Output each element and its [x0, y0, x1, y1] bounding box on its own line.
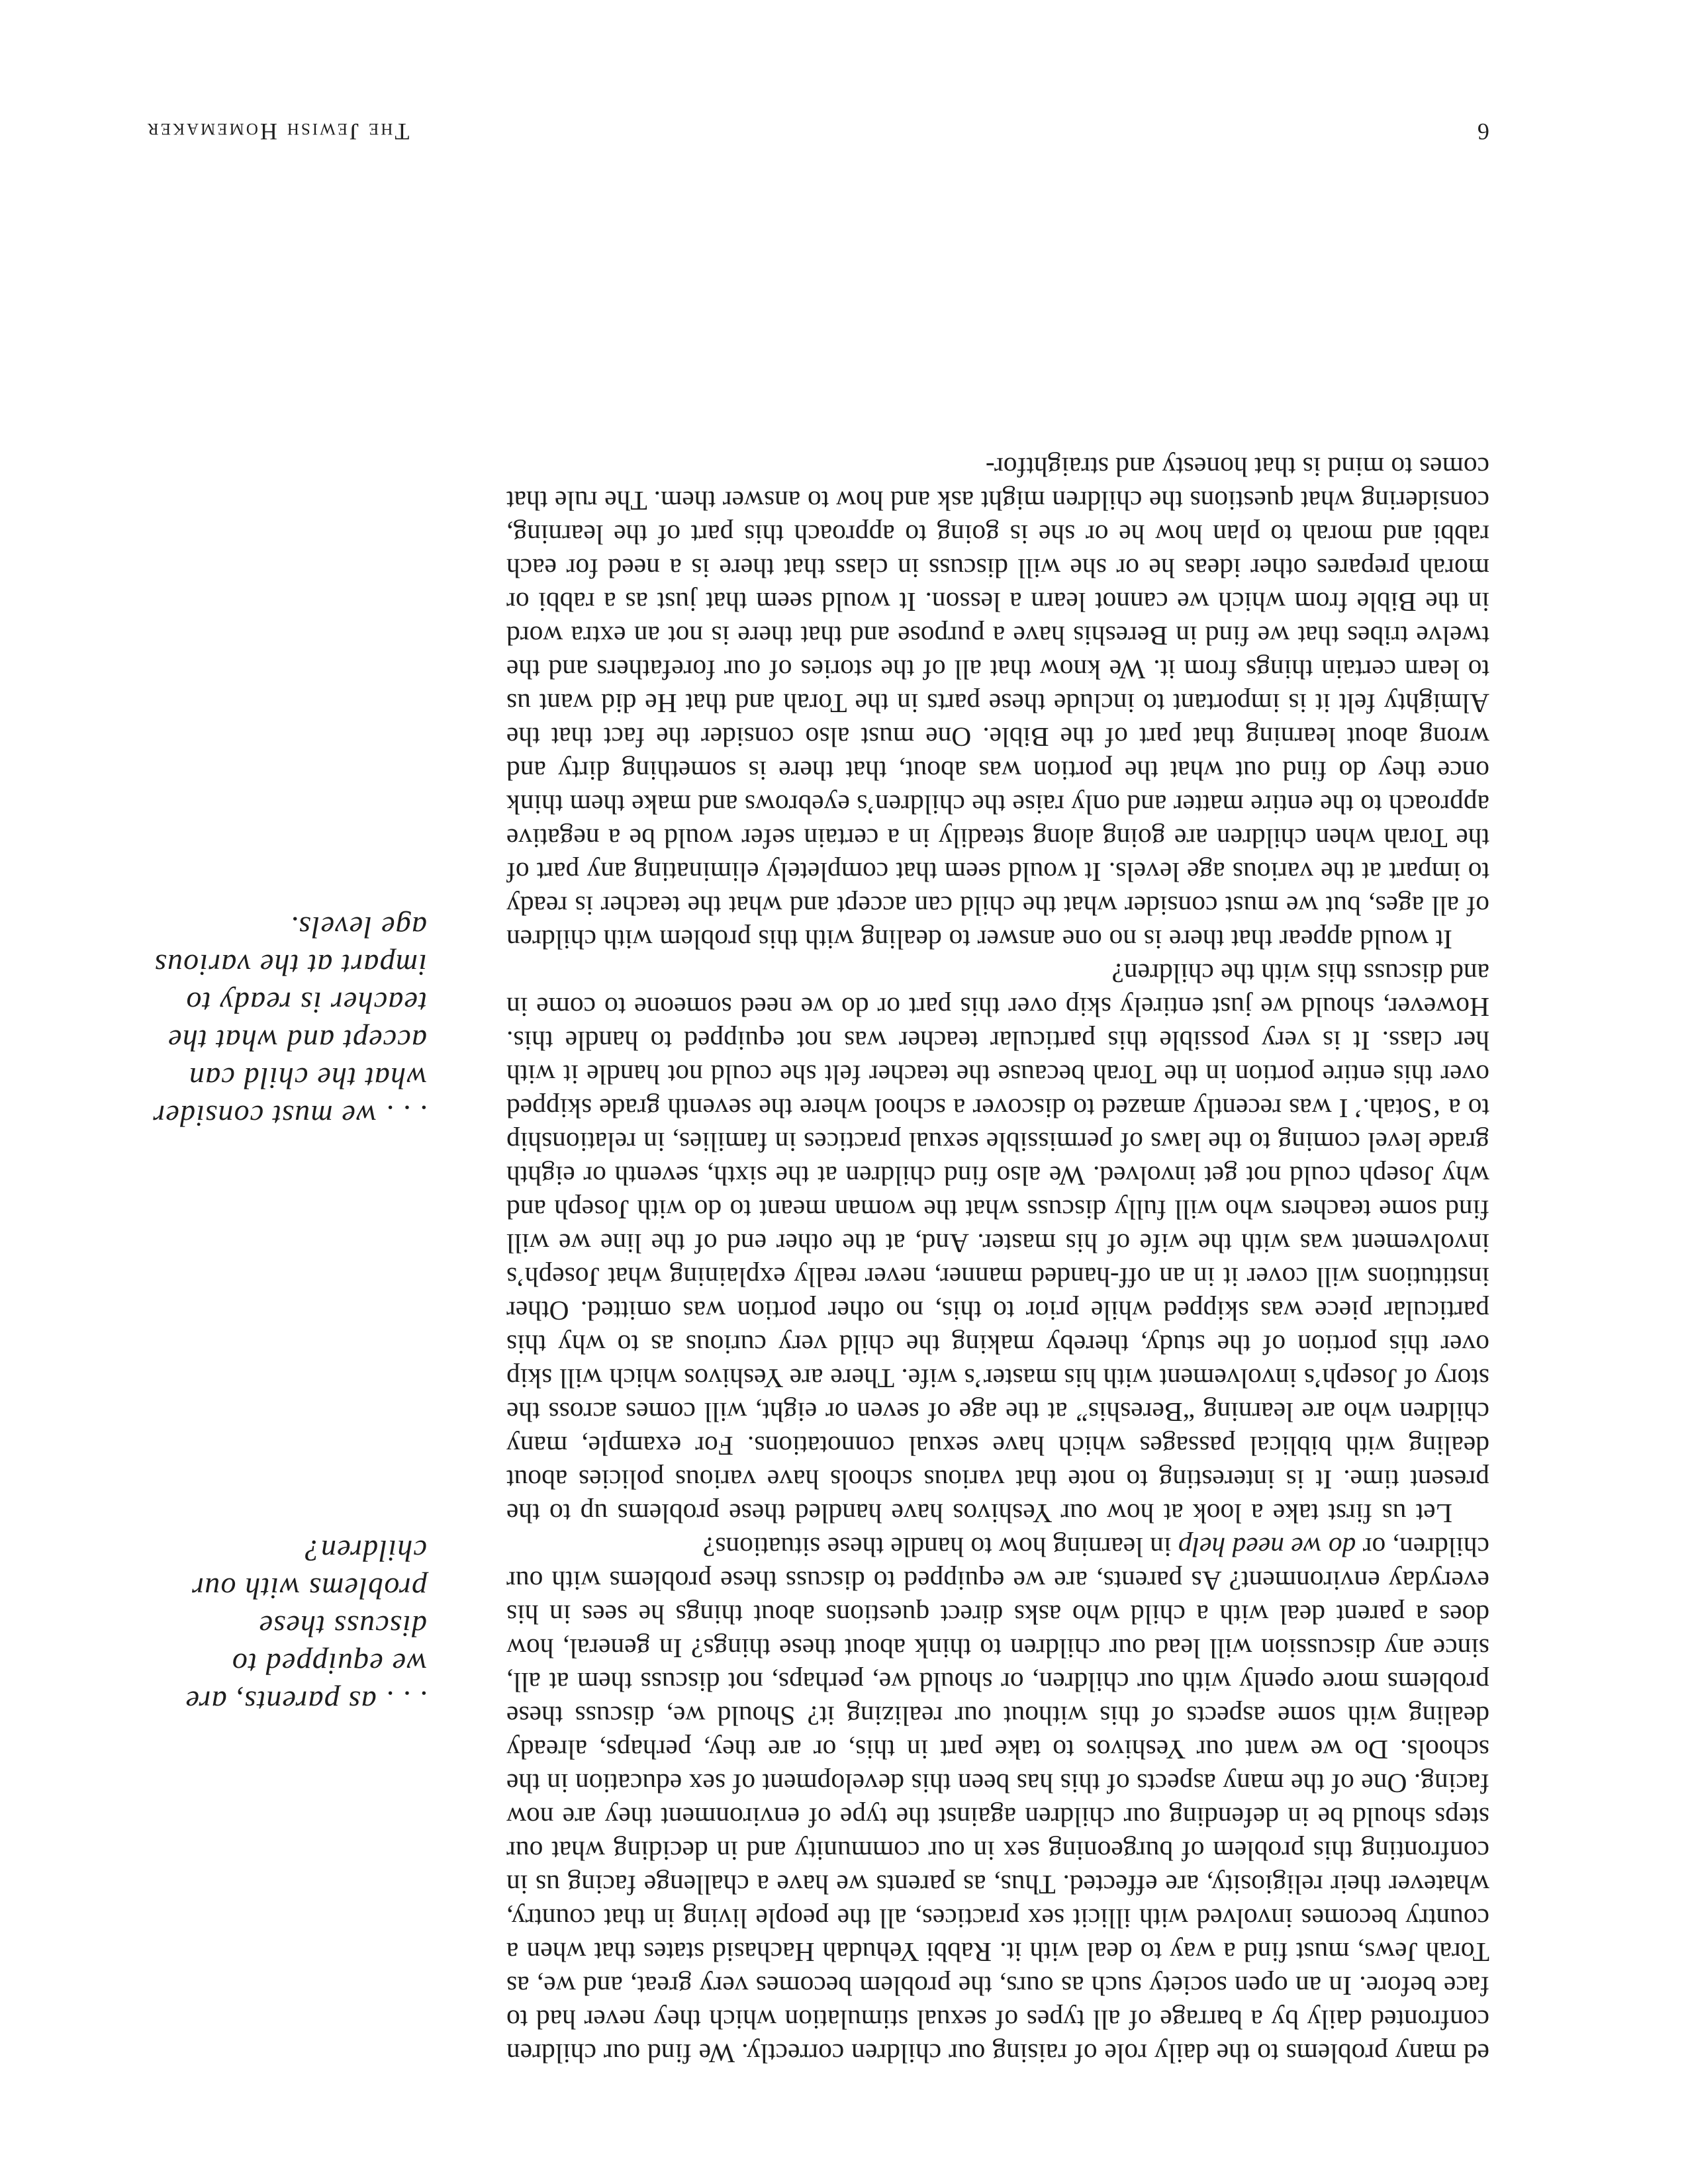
page-number: 6: [1476, 118, 1489, 145]
article-body: [506, 450, 1489, 2070]
pull-quote-consider: . . . we must consider what the child can accept and what the teacher is ready to impart at the various age levels.: [152, 911, 427, 1133]
running-head: [146, 113, 1489, 146]
paragraph-1-tail: in learning how to handle these situations?: [702, 1532, 1172, 1563]
paragraph-2: Let us first take a look at how our Yeshivos have handled these problems up to the present time. It is interesting to note that various schools have various policies about dealing with biblical passages which have sexual connotations. For example, many children who are learning “Bereshis” at the age of seven or eight, will comes across the story of Joseph’s involvement with his master’s wife. There are Yeshivos which will skip over this portion of the study, thereby making the child very curious as to why this particular piece was skipped while prior to this, no other portion was omitted. Other institutions will cover it in an off-handed manner, never really explaining what Joseph’s involvement was with the wife of his master. And, at the other end of the line we will find some teachers who will fully discuss what the woman meant to do with Joseph and why Joseph could not get involved. We also find children at the sixth, seventh or eighth grade level coming to the laws of permissible sexual practices in families, in relationship to a ‘Sotah.’ I was recently amazed to discover a school where the seventh grade skipped over this entire portion in the Torah because the teacher felt she could not handle it with her class. It is very possible this particular teacher was not equipped to handle this. However, should we just entirely skip over this part or do we need someone to come in and discuss this with the children?: [506, 958, 1489, 1529]
paragraph-3: It would appear that there is no one answer to dealing with this problem with children of all ages, but we must consider what the child can accept and what the teacher is ready to impart at the various age levels. It would seem that completely eliminating any part of the Torah when children are going along steadily in a certain sefer would be a negative approach to the entire matter and only raise the children’s eyebrows and make them think once they do find out what the portion was about, that there is something dirty and wrong about learning that part of the Bible. One must also consider the fact that the Almighty felt it is important to include these parts in the Torah and that He did want us to learn certain things from it. We know that all of the stories of our forefathers and the twelve tribes that we find in Bereshis have a purpose and that there is not an extra word in the Bible from which we cannot learn a lesson. It would seem that just as a rabbi or morah prepares other ideas he or she will discuss in class that there is a need for each rabbi and morah to plan how he or she is going to approach this part of the learning, considering what questions the children might ask and how to answer them. The rule that comes to mind is that honesty and straightfor-: [506, 452, 1489, 955]
journal-title: The Jewish Homemaker: [146, 118, 410, 145]
emphasis-do-we-need-help: do we need help: [1178, 1532, 1356, 1563]
paragraph-1: [506, 1530, 1489, 2070]
paragraph-1-text: ed many problems to the daily role of raising our children correctly. We find our children confronted daily by a barrage of all types of sexual stimulation which they never had to face before. In an open society such as ours, the problem becomes very great, and we, as Torah Jews, must find a way to deal with it. Rabbi Yehudah Hachasid states that when a country becomes involved with illicit sex practices, all the people living in that country, whatever their religiosity, are effected. Thus, as parents we have a challenge facing us in confronting this problem of burgeoning sex in our community and in deciding what our steps should be in defending our children against the type of environment they are now facing. One of the many aspects of this has been this development of sex education in the schools. Do we want our Yeshivos to take part in this, or are they, perhaps, already dealing with some aspects of this without our realizing it? Should we, discuss these problems more openly with our children, or should we, perhaps, not discuss them at all, since any discussion will lead our children to think about these things? In general, how does a parent deal with a child who asks direct questions about things he sees in his everyday environment? As parents, are we equipped to discuss these problems with our children, or: [506, 1532, 1489, 2069]
pull-quote-parents: . . . as parents, are we equipped to discuss these problems with our children?: [185, 1534, 427, 1719]
